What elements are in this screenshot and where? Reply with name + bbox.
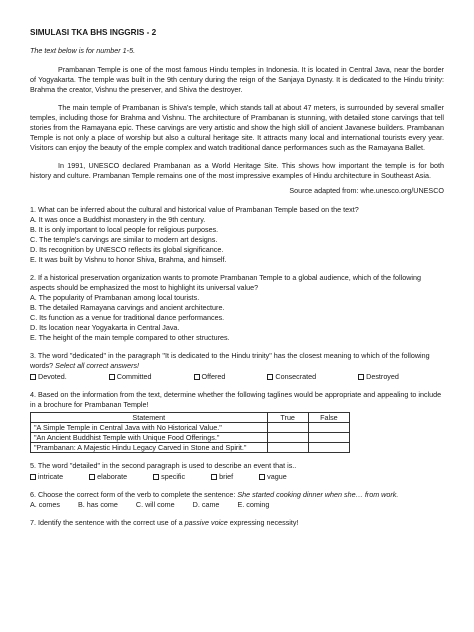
statement-cell: "An Ancient Buddhist Temple with Unique Food Offerings.": [31, 433, 268, 443]
false-cell[interactable]: [308, 443, 349, 453]
question-6-option-e[interactable]: E. coming: [237, 500, 270, 509]
checkbox-icon[interactable]: [30, 374, 36, 380]
question-5: [30, 461, 444, 482]
false-cell[interactable]: [308, 433, 349, 443]
question-1-option-e[interactable]: E. It was built by Vishnu to honor Shiva, Brahma, and himself.: [30, 255, 227, 264]
question-6-option-a[interactable]: A. comes: [30, 500, 60, 509]
question-2: [30, 273, 444, 343]
table-header-statement: Statement: [31, 413, 268, 423]
checkbox-brief[interactable]: brief: [211, 472, 233, 482]
checkbox-icon[interactable]: [153, 474, 159, 480]
question-3: [30, 351, 444, 382]
table-row: [31, 433, 350, 443]
checkbox-icon[interactable]: [109, 374, 115, 380]
question-4: [30, 390, 444, 453]
question-3-instruction: Select all correct answers!: [55, 361, 140, 370]
checkbox-specific[interactable]: specific: [153, 472, 185, 482]
statement-cell: "A Simple Temple in Central Java with No Historical Value.": [31, 423, 268, 433]
question-1: [30, 205, 444, 265]
question-6-option-c[interactable]: C. will come: [135, 500, 175, 509]
checkbox-elaborate[interactable]: elaborate: [89, 472, 127, 482]
checkbox-icon[interactable]: [358, 374, 364, 380]
true-cell[interactable]: [267, 423, 308, 433]
question-6-text: 6. Choose the correct form of the verb to complete the sentence:: [30, 490, 238, 499]
question-1-option-d[interactable]: D. Its recognition by UNESCO reflects its global significance.: [30, 245, 224, 254]
question-2-option-e[interactable]: E. The height of the main temple compared to other structures.: [30, 333, 230, 342]
question-7-suffix: expressing necessity!: [227, 518, 299, 527]
checkbox-icon[interactable]: [211, 474, 217, 480]
checkbox-destroyed[interactable]: Destroyed: [358, 372, 399, 382]
question-2-option-c[interactable]: C. Its function as a venue for traditional dance performances.: [30, 313, 225, 322]
question-3-text: 3. The word "dedicated" in the paragraph "It is dedicated to the Hindu trinity" has the closest meaning to which of the following words?: [30, 351, 430, 370]
question-6-option-b[interactable]: B. has come: [77, 500, 118, 509]
paragraph-1: Prambanan Temple is one of the most famous Hindu temples in Indonesia. It is located in Central Java, near the border of Yogyakarta. The temple was built in the 9th century during the reign of the Sanjaya Dynasty. It is dedicated to the Hindu trinity: Brahma the creator, Vishnu the preserver, and Shiva the destroyer.: [30, 65, 444, 94]
question-2-text: 2. If a historical preservation organization wants to promote Prambanan Temple to a global audience, which of the following aspects should be emphasized the most to highlight its universal value?: [30, 273, 422, 292]
checkbox-offered[interactable]: Offered: [194, 372, 226, 382]
table-row: [31, 423, 350, 433]
checkbox-icon[interactable]: [89, 474, 95, 480]
table-row: [31, 443, 350, 453]
question-2-option-b[interactable]: B. The detailed Ramayana carvings and ancient architecture.: [30, 303, 225, 312]
question-7-text: 7. Identify the sentence with the correct use of a: [30, 518, 185, 527]
true-cell[interactable]: [267, 443, 308, 453]
checkbox-committed[interactable]: Committed: [109, 372, 152, 382]
question-7-emphasis: passive voice: [184, 518, 228, 527]
statement-cell: "Prambanan: A Majestic Hindu Legacy Carved in Stone and Spirit.": [31, 443, 268, 453]
source-citation: Source adapted from: whe.unesco.org/UNESCO: [289, 186, 444, 195]
paragraph-2: The main temple of Prambanan is Shiva's temple, which stands tall at about 47 meters, is surrounded by several smaller temples, including those for Brahma and Vishnu. The architecture of Prambanan is stunning, with detailed stone carvings that tell stories from the Ramayana epic. These carvings are very artistic and show the high skill of ancient Javanese builders. Prambanan Temple is not only a place of worship but also a cultural heritage site. It attracts many local and international tourists every year. Visitors can enjoy the beauty of the emple complex and watch traditional dance performances such as the Ramayana Ballet.: [30, 103, 444, 152]
question-6: [30, 490, 444, 510]
question-6-option-d[interactable]: D. came: [192, 500, 220, 509]
checkbox-vague[interactable]: vague: [259, 472, 287, 482]
checkbox-intricate[interactable]: intricate: [30, 472, 63, 482]
checkbox-icon[interactable]: [30, 474, 36, 480]
reading-instruction: The text below is for number 1-5.: [30, 46, 136, 55]
question-1-option-c[interactable]: C. The temple's carvings are similar to modern art designs.: [30, 235, 218, 244]
true-cell[interactable]: [267, 433, 308, 443]
true-false-table: [30, 412, 350, 453]
false-cell[interactable]: [308, 423, 349, 433]
question-5-text: 5. The word "detailed" in the second paragraph is used to describe an event that is..: [30, 461, 297, 470]
question-1-option-a[interactable]: A. It was once a Buddhist monastery in the 9th century.: [30, 215, 206, 224]
question-2-option-a[interactable]: A. The popularity of Prambanan among local tourists.: [30, 293, 200, 302]
question-6-sentence: She started cooking dinner when she… from work.: [237, 490, 399, 499]
table-header-false: False: [308, 413, 349, 423]
question-1-option-b[interactable]: B. It is only important to local people for religious purposes.: [30, 225, 219, 234]
document-title: SIMULASI TKA BHS INGGRIS - 2: [30, 28, 157, 37]
question-2-option-d[interactable]: D. Its location near Yogyakarta in Central Java.: [30, 323, 180, 332]
checkbox-icon[interactable]: [194, 374, 200, 380]
paragraph-3: In 1991, UNESCO declared Prambanan as a World Heritage Site. This shows how important the temple is for both history and culture. Prambanan Temple remains one of the most impressive examples of Hindu architecture in Southeast Asia.: [30, 161, 444, 180]
question-4-text: 4. Based on the information from the text, determine whether the following taglines would be appropriate and appealing to include in a brochure for Prambanan Temple!: [30, 390, 442, 409]
checkbox-devoted[interactable]: Devoted.: [30, 372, 67, 382]
checkbox-consecrated[interactable]: Consecrated: [267, 372, 316, 382]
checkbox-icon[interactable]: [259, 474, 265, 480]
question-7: [30, 518, 444, 528]
question-1-text: 1. What can be inferred about the cultural and historical value of Prambanan Temple based on the text?: [30, 205, 359, 214]
table-header-true: True: [267, 413, 308, 423]
checkbox-icon[interactable]: [267, 374, 273, 380]
